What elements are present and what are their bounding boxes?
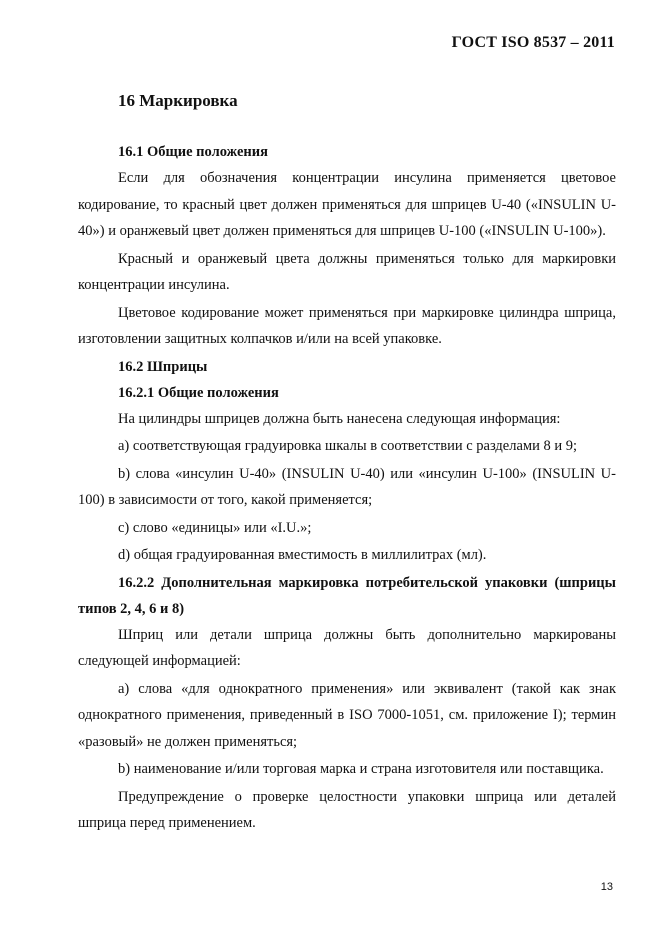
subsection-16-1-title: 16.1 Общие положения — [118, 144, 268, 160]
subsection-16-2-2-title: 16.2.2 Дополнительная маркировка потребительской упаковки (шприцы типов 2, 4, 6 и 8) — [78, 574, 616, 617]
list-item: b) слова «инсулин U-40» (INSULIN U-40) или «инсулин U-100» (INSULIN U-100) в зависимости от того, какой применяется; — [78, 465, 616, 508]
paragraph: На цилиндры шприцев должна быть нанесена следующая информация: — [118, 410, 561, 427]
page-number: 13 — [600, 881, 613, 893]
paragraph: Шприц или детали шприца должны быть дополнительно маркированы следующей информацией: — [78, 626, 616, 669]
paragraph: Если для обозначения концентрации инсулина применяется цветовое кодирование, то красный цвет должен применяться для шприцев U-40 («INSULIN U-40») и оранжевый цвет должен применяться для шприцев U-100 («INSULIN U-100»). — [78, 170, 616, 239]
list-item: a) слова «для однократного применения» или эквивалент (такой как знак однократного применения, приведенный в ISO 7000-1051, см. приложение I); термин «разовый» не должен применяться; — [78, 680, 616, 750]
warning-paragraph: Предупреждение о проверке целостности упаковки шприца или деталей шприца перед применением. — [78, 788, 616, 831]
section-title: 16 Маркировка — [118, 91, 238, 110]
subsection-16-2-title: 16.2 Шприцы — [118, 358, 208, 375]
list-item: d) общая градуированная вместимость в миллилитрах (мл). — [118, 547, 487, 563]
paragraph: Красный и оранжевый цвета должны применяться только для маркировки концентрации инсулина. — [78, 250, 616, 293]
list-item: c) слово «единицы» или «I.U.»; — [118, 519, 312, 536]
subsection-16-2-1-title: 16.2.1 Общие положения — [118, 384, 279, 401]
paragraph: Цветовое кодирование может применяться при маркировке цилиндра шприца, изготовлении защитных колпачков и/или на всей упаковке. — [78, 304, 616, 347]
list-item: b) наименование и/или торговая марка и страна изготовителя или поставщика. — [118, 761, 604, 777]
document-code-header: ГОСТ ISO 8537 – 2011 — [451, 34, 615, 51]
page-content — [78, 88, 616, 838]
list-item: a) соответствующая градуировка шкалы в соответствии с разделами 8 и 9; — [118, 438, 578, 454]
